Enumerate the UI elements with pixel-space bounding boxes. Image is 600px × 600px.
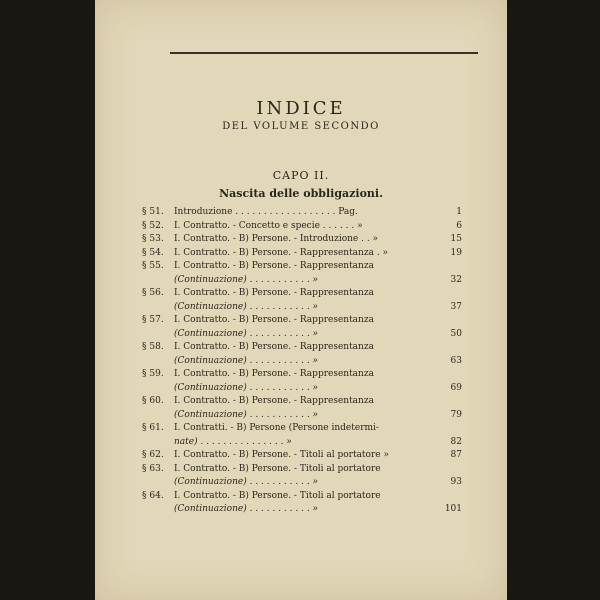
toc-entry <box>142 463 462 490</box>
section-title: I. Contratto. - B) Persone. - Rappresentanza . » <box>174 247 389 258</box>
section-number: § 57. <box>142 315 164 325</box>
page-number: 82 <box>450 436 462 447</box>
section-number: § 53. <box>142 234 164 244</box>
section-title: I. Contratto. - B) Persone. - Rappresentanza <box>174 369 374 379</box>
section-number: § 56. <box>142 288 164 298</box>
section-number: § 58. <box>142 342 164 352</box>
toc-entry <box>142 247 462 261</box>
toc-entry <box>142 314 462 341</box>
page-number: 6 <box>456 220 462 231</box>
continuation-text: (Continuazione) . . . . . . . . . . . » <box>174 477 319 487</box>
section-title: I. Contratto. - Concetto e specie . . . . . . » <box>174 220 363 231</box>
toc-entry-continuation-line <box>142 436 462 450</box>
section-number: § 60. <box>142 396 164 406</box>
toc-entry-line <box>142 341 462 355</box>
page-number: 50 <box>450 328 462 339</box>
page-number: 87 <box>450 450 462 460</box>
toc-entry <box>142 368 462 395</box>
section-number: § 59. <box>142 369 164 379</box>
continuation-text: (Continuazione) . . . . . . . . . . . » <box>174 355 319 366</box>
toc-entry-line <box>142 206 462 220</box>
section-number: § 64. <box>142 490 164 501</box>
continuation-text: (Continuazione) . . . . . . . . . . . » <box>174 504 319 514</box>
section-number: § 61. <box>142 423 164 433</box>
section-title: I. Contratto. - B) Persone. - Rappresentanza <box>174 288 374 298</box>
index-subtitle: DEL VOLUME SECONDO <box>222 121 380 132</box>
toc-entry-line <box>142 314 462 328</box>
section-number: § 52. <box>142 220 164 231</box>
toc-entry-line <box>142 287 462 301</box>
section-title: I. Contratto. - B) Persone. - Rappresentanza <box>174 342 374 352</box>
toc-entry <box>142 341 462 368</box>
chapter-label: CAPO II. <box>272 169 330 182</box>
toc-entry-continuation-line <box>142 382 462 396</box>
toc-entry <box>142 233 462 247</box>
toc-entry-continuation-line <box>142 328 462 342</box>
toc-entry <box>142 220 462 234</box>
toc-entry <box>142 206 462 220</box>
toc-entry-line <box>142 395 462 409</box>
section-title: I. Contratti. - B) Persone (Persone indetermi- <box>174 423 379 433</box>
toc-entry-line <box>142 368 462 382</box>
continuation-text: nate) . . . . . . . . . . . . . . . » <box>174 436 292 447</box>
section-title: I. Contratto. - B) Persone. - Rappresentanza <box>174 315 374 325</box>
toc-entry <box>142 395 462 422</box>
section-number: § 54. <box>142 247 164 258</box>
toc-entry <box>142 260 462 287</box>
toc-entry-continuation-line <box>142 301 462 315</box>
toc-entry <box>142 490 462 517</box>
toc-entry-line <box>142 449 462 463</box>
toc-entry-continuation-line <box>142 503 462 517</box>
toc-entry-line <box>142 260 462 274</box>
toc-entry <box>142 287 462 314</box>
continuation-text: (Continuazione) . . . . . . . . . . . » <box>174 382 319 393</box>
continuation-text: (Continuazione) . . . . . . . . . . . » <box>174 274 319 285</box>
toc-entry-continuation-line <box>142 476 462 490</box>
section-title: I. Contratto. - B) Persone. - Titoli al portatore <box>174 490 381 501</box>
page-number: 19 <box>450 247 462 258</box>
index-title: INDICE <box>256 98 346 119</box>
continuation-text: (Continuazione) . . . . . . . . . . . » <box>174 409 319 420</box>
page-number: 79 <box>450 409 462 420</box>
toc-entry-line <box>142 422 462 436</box>
toc-entry-line <box>142 233 462 247</box>
section-title: I. Contratto. - B) Persone. - Introduzione . . » <box>174 234 379 244</box>
toc-entry-line <box>142 490 462 504</box>
continuation-text: (Continuazione) . . . . . . . . . . . » <box>174 328 319 339</box>
book-page <box>95 0 507 600</box>
page-number: 93 <box>450 477 462 487</box>
page-number: 32 <box>450 274 462 285</box>
toc-entry-continuation-line <box>142 274 462 288</box>
page-number: 101 <box>444 504 462 514</box>
section-title: Introduzione . . . . . . . . . . . . . . . . . . Pag. <box>174 207 358 217</box>
toc-entry-continuation-line <box>142 355 462 369</box>
section-title: I. Contratto. - B) Persone. - Rappresentanza <box>174 261 374 271</box>
toc-entry-continuation-line <box>142 409 462 423</box>
table-of-contents <box>142 206 462 517</box>
section-title: I. Contratto. - B) Persone. - Titoli al portatore » <box>174 450 389 460</box>
page-number: 15 <box>450 234 462 244</box>
section-title: I. Contratto. - B) Persone. - Rappresentanza <box>174 396 374 406</box>
page-number: 63 <box>450 355 462 366</box>
toc-entry-line <box>142 463 462 477</box>
page-number: 1 <box>456 207 462 217</box>
toc-entry-line <box>142 247 462 261</box>
section-number: § 63. <box>142 463 164 474</box>
toc-entry <box>142 422 462 449</box>
page-number: 69 <box>450 382 462 393</box>
section-title: I. Contratto. - B) Persone. - Titoli al portatore <box>174 463 381 474</box>
page-number: 37 <box>450 301 462 312</box>
section-number: § 51. <box>142 207 164 217</box>
toc-entry-line <box>142 220 462 234</box>
chapter-title: Nascita delle obbligazioni. <box>219 187 383 200</box>
top-rule <box>170 52 478 54</box>
continuation-text: (Continuazione) . . . . . . . . . . . » <box>174 301 319 312</box>
section-number: § 55. <box>142 261 164 271</box>
section-number: § 62. <box>142 450 164 460</box>
toc-entry <box>142 449 462 463</box>
